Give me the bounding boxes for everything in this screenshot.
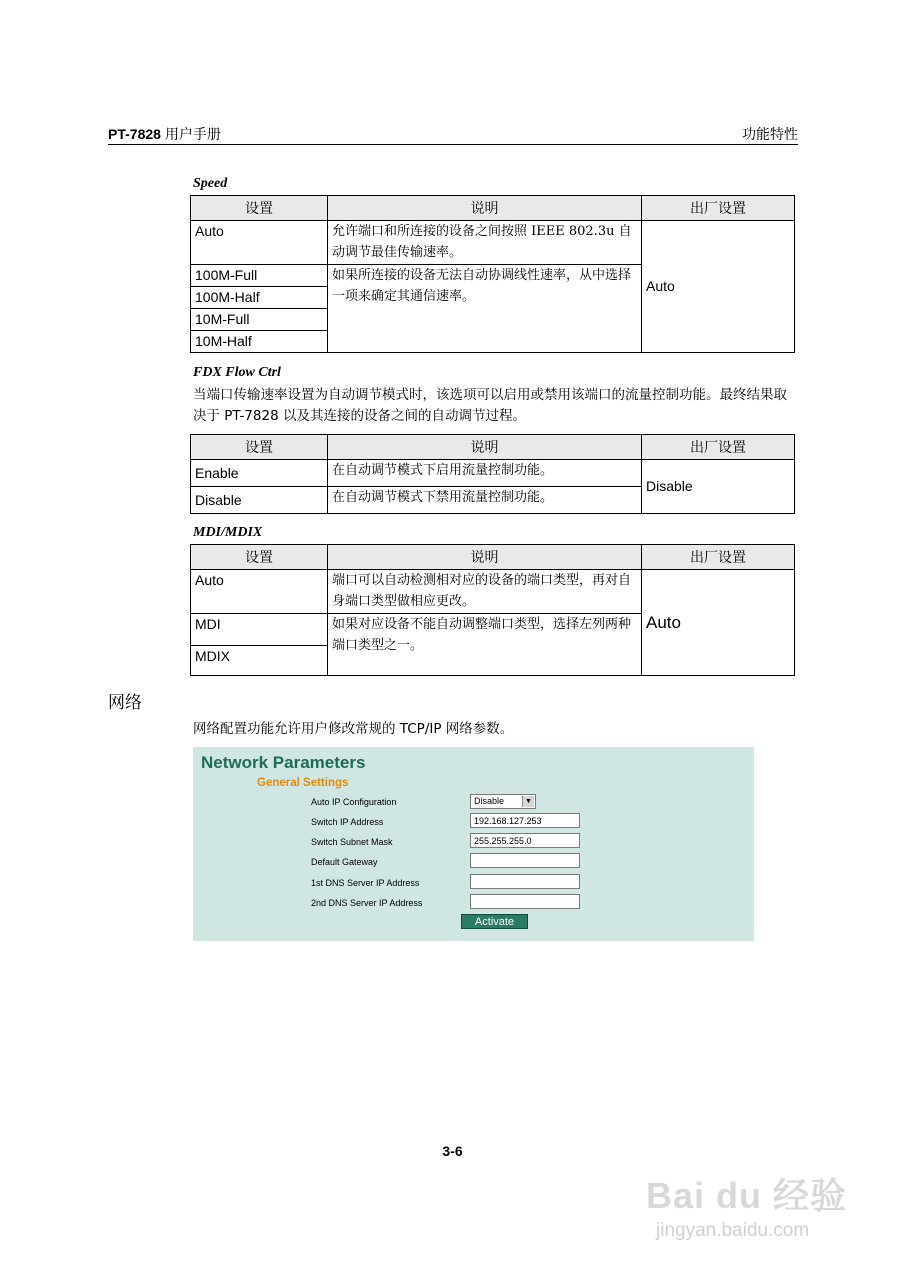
default-cell: Auto: [642, 570, 795, 676]
speed-title: Speed: [193, 176, 228, 191]
network-intro: 网络配置功能允许用户修改常规的 TCP/IP 网络参数。: [193, 721, 514, 737]
speed-table: [190, 195, 795, 353]
setting-cell: Auto: [191, 570, 328, 614]
dns2-label: 2nd DNS Server IP Address: [311, 898, 423, 908]
column-header: 设置: [191, 196, 328, 221]
header-title: [108, 124, 221, 144]
column-header: 设置: [191, 545, 328, 570]
network-parameters-panel: [193, 747, 754, 941]
watermark-logo: Bai du 经验: [646, 1175, 848, 1216]
switch-ip-label: Switch IP Address: [311, 817, 384, 827]
column-header: 出厂设置: [642, 435, 795, 460]
description-cell: 允许端口和所连接的设备之间按照 IEEE 802.3u 自动调节最佳传输速率。: [328, 221, 642, 265]
auto-ip-value: Disable: [474, 796, 505, 806]
dns1-input[interactable]: [470, 874, 580, 889]
activate-button[interactable]: Activate: [461, 914, 528, 929]
column-header: 说明: [328, 196, 642, 221]
panel-title: Network Parameters: [201, 753, 366, 772]
column-header: 出厂设置: [642, 545, 795, 570]
dns2-input[interactable]: [470, 894, 580, 909]
setting-cell: MDIX: [191, 646, 328, 676]
mdi-title: MDI/MDIX: [193, 525, 263, 540]
header-rule: [108, 144, 798, 145]
description-cell: 端口可以自动检测相对应的设备的端口类型，再对自身端口类型做相应更改。: [328, 570, 642, 614]
setting-cell: 10M-Full: [191, 309, 328, 331]
header-section: 功能特性: [742, 126, 798, 142]
fdx-title: FDX Flow Ctrl: [193, 365, 281, 380]
gateway-input[interactable]: [470, 853, 580, 868]
description-cell: 如果对应设备不能自动调整端口类型，选择左列两种端口类型之一。: [328, 614, 642, 676]
column-header: 说明: [328, 435, 642, 460]
setting-cell: MDI: [191, 614, 328, 646]
setting-cell: 100M-Full: [191, 265, 328, 287]
description-cell: 在自动调节模式下禁用流量控制功能。: [328, 487, 642, 514]
watermark-url: jingyan.baidu.com: [656, 1220, 810, 1241]
setting-cell: Enable: [191, 460, 328, 487]
column-header: 出厂设置: [642, 196, 795, 221]
default-cell: Auto: [642, 221, 795, 353]
network-heading: 网络: [108, 693, 142, 712]
manual-label: 用户手册: [164, 126, 221, 142]
setting-cell: Auto: [191, 221, 328, 265]
subnet-mask-input[interactable]: 255.255.255.0: [470, 833, 580, 848]
description-cell: 如果所连接的设备无法自动协调线性速率，从中选择一项来确定其通信速率。: [328, 265, 642, 353]
column-header: 说明: [328, 545, 642, 570]
description-cell: 在自动调节模式下启用流量控制功能。: [328, 460, 642, 487]
auto-ip-label: Auto IP Configuration: [311, 797, 397, 807]
dns1-label: 1st DNS Server IP Address: [311, 878, 420, 888]
mdi-table: [190, 544, 795, 676]
product-name: PT-7828: [108, 126, 161, 142]
default-cell: Disable: [642, 460, 795, 514]
panel-subtitle: General Settings: [257, 777, 349, 789]
fdx-intro: 当端口传输速率设置为自动调节模式时，该选项可以启用或禁用该端口的流量控制功能。最终结果取决于 PT-7828 以及其连接的设备之间的自动调节过程。: [193, 387, 787, 424]
page-number: 3-6: [442, 1143, 463, 1159]
setting-cell: Disable: [191, 487, 328, 514]
gateway-label: Default Gateway: [311, 857, 378, 867]
dropdown-arrow-icon[interactable]: ▼: [522, 796, 534, 807]
setting-cell: 10M-Half: [191, 331, 328, 353]
setting-cell: 100M-Half: [191, 287, 328, 309]
fdx-table: [190, 434, 795, 514]
column-header: 设置: [191, 435, 328, 460]
switch-ip-input[interactable]: 192.168.127.253: [470, 813, 580, 828]
subnet-mask-label: Switch Subnet Mask: [311, 837, 393, 847]
auto-ip-select[interactable]: [470, 794, 536, 809]
